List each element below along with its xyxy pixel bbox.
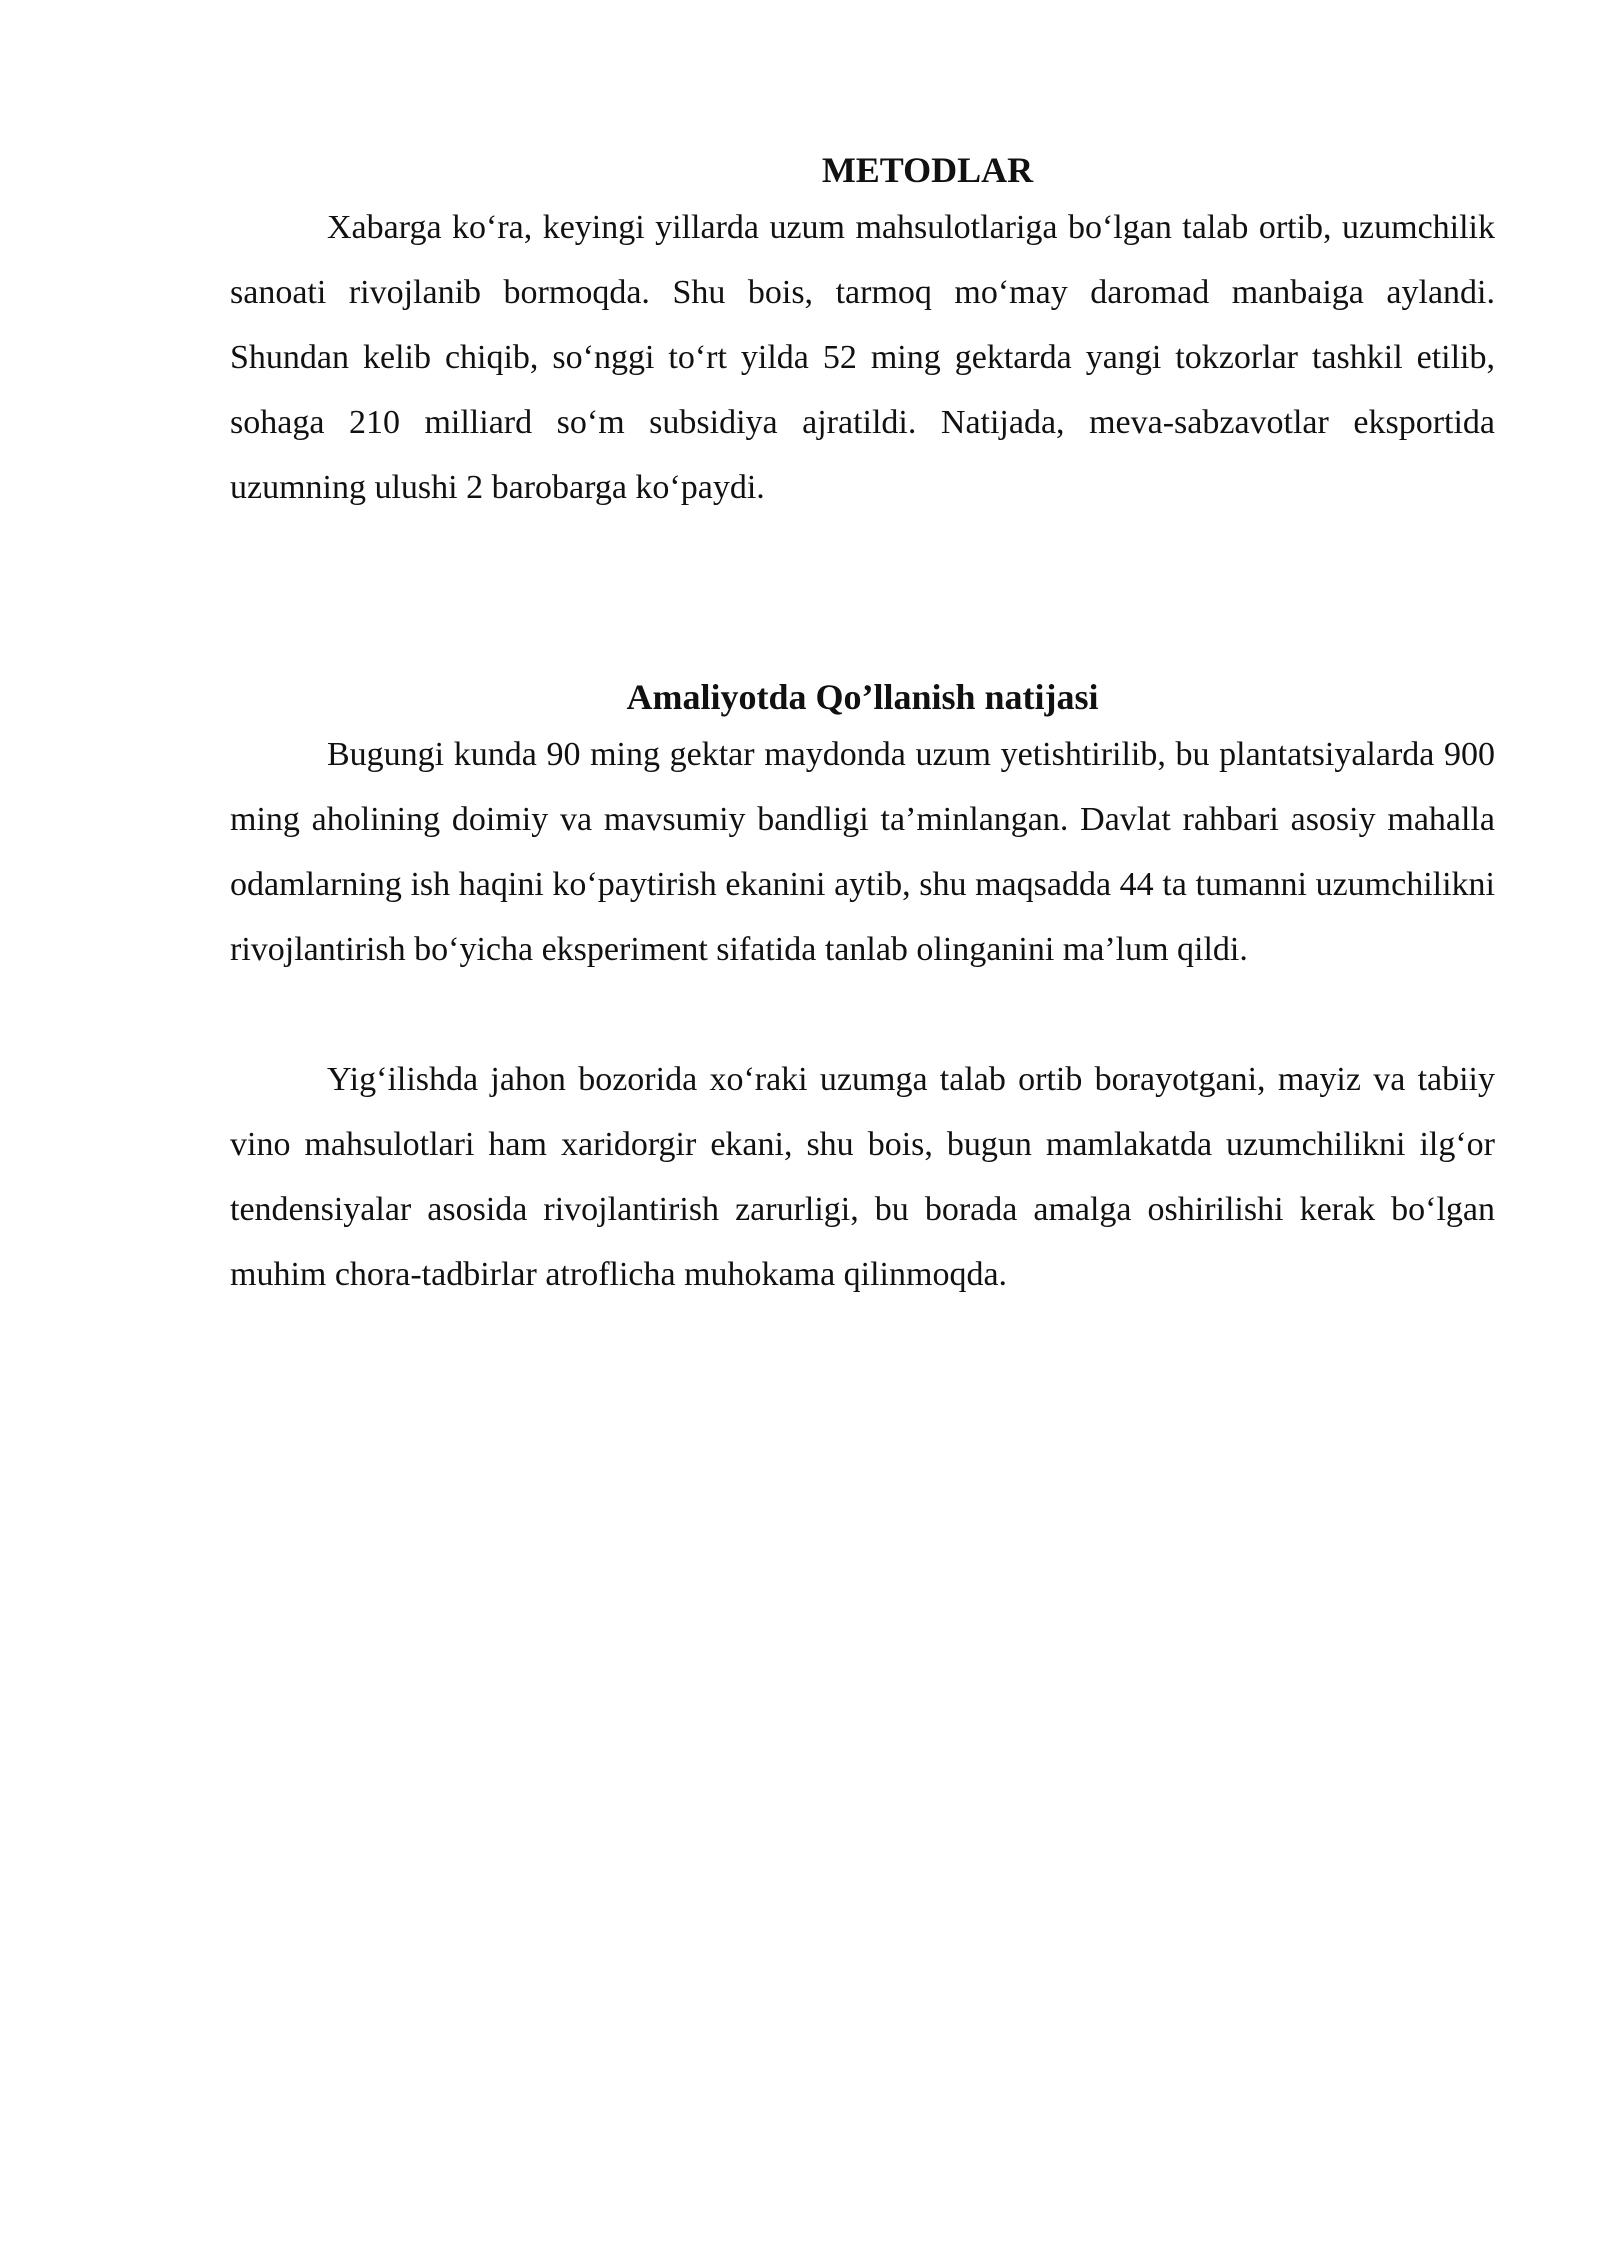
section-heading-amaliyot: Amaliyotda Qo’llanish natijasi: [626, 677, 1099, 717]
paragraph-amaliyot-2: Yig‘ilishda jahon bozorida xo‘raki uzumga talab ortib borayotgani, mayiz va tabiiy vino mahsulotlari ham xaridorgir ekani, shu bois, bugun mamlakatda uzumchilikni ilg‘or tendensiyalar asosida rivojlantirish zarurligi, bu borada amalga oshirilishi kerak bo‘lgan muhim chora-tadbirlar atroflicha muhokama qilinmoqda.: [230, 1061, 1495, 1293]
paragraph-metodlar: Xabarga ko‘ra, keyingi yillarda uzum mahsulotlariga bo‘lgan talab ortib, uzumchilik sanoati rivojlanib bormoqda. Shu bois, tarmoq mo‘may daromad manbaiga aylandi. Shundan kelib chiqib, so‘nggi to‘rt yilda 52 ming gektarda yangi tokzorlar tashkil etilib, sohaga 210 milliard so‘m subsidiya ajratildi. Natijada, meva-sabzavotlar eksportida uzumning ulushi 2 barobarga ko‘paydi.: [230, 209, 1495, 506]
paragraph-amaliyot-1: Bugungi kunda 90 ming gektar maydonda uzum yetishtirilib, bu plantatsiyalarda 900 ming aholining doimiy va mavsumiy bandligi ta’minlangan. Davlat rahbari asosiy mahalla odamlarning ish haqini ko‘paytirish ekanini aytib, shu maqsadda 44 ta tumanni uzumchilikni rivojlantirish bo‘yicha eksperiment sifatida tanlab olinganini ma’lum qildi.: [230, 736, 1495, 968]
section-amaliyot: [230, 672, 1495, 1307]
section-heading-metodlar: METODLAR: [821, 150, 1034, 190]
section-metodlar: [230, 145, 1495, 520]
